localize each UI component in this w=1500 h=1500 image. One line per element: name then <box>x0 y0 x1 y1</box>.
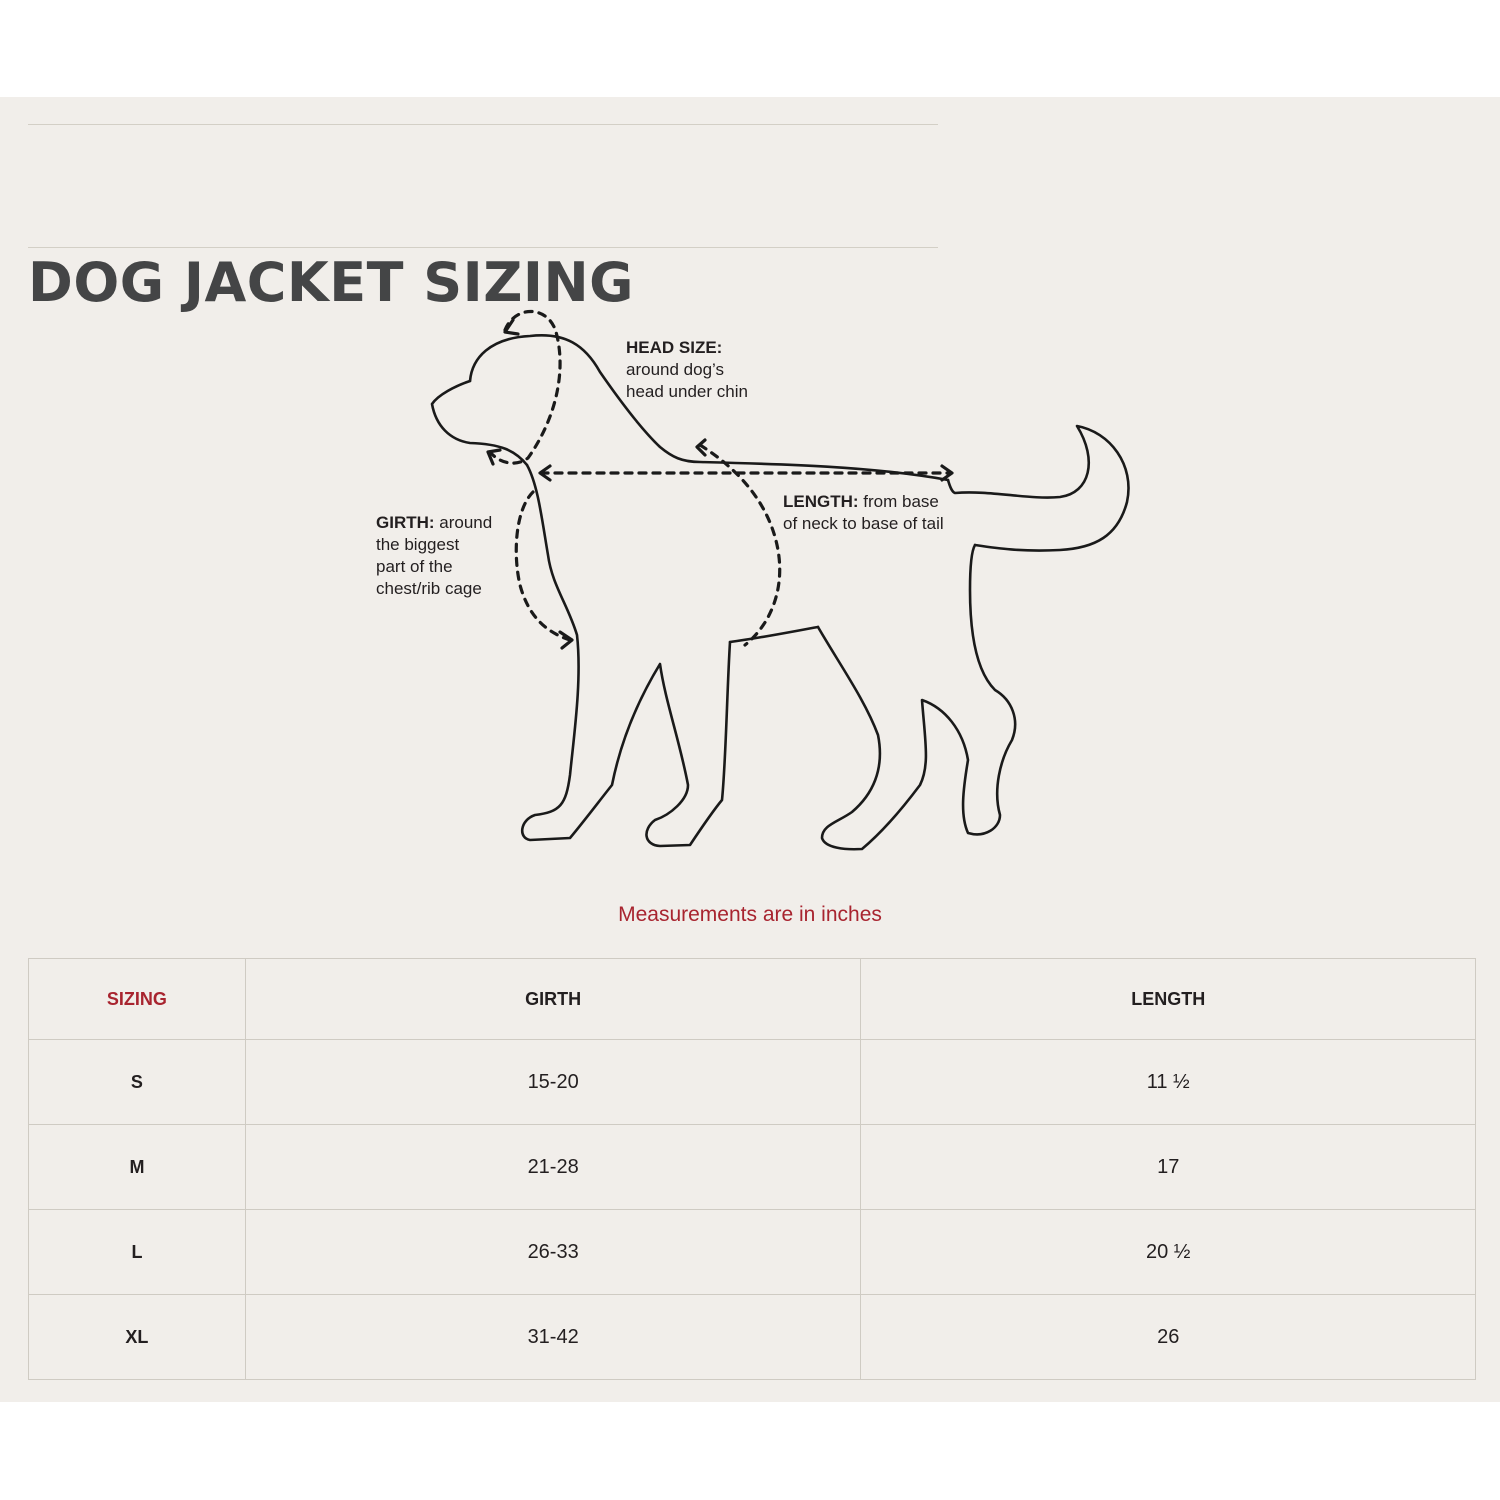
size-cell: S <box>29 1040 246 1125</box>
girth-cell: 21-28 <box>245 1125 861 1210</box>
length-line-2: of neck to base of tail <box>783 514 944 533</box>
header-girth: GIRTH <box>245 959 861 1040</box>
size-cell: L <box>29 1210 246 1295</box>
size-table <box>28 958 1476 1380</box>
length-cell: 20 ½ <box>861 1210 1476 1295</box>
table-header-row <box>29 959 1476 1040</box>
head-size-caption <box>626 337 748 403</box>
size-cell: M <box>29 1125 246 1210</box>
top-divider <box>28 124 938 125</box>
length-cell: 17 <box>861 1125 1476 1210</box>
table-row <box>29 1040 1476 1125</box>
title-divider <box>28 247 938 248</box>
girth-label: GIRTH: <box>376 513 435 532</box>
size-cell: XL <box>29 1295 246 1380</box>
dog-measurement-diagram <box>360 300 1160 865</box>
units-note: Measurements are in inches <box>618 903 882 926</box>
length-cell: 26 <box>861 1295 1476 1380</box>
girth-cell: 26-33 <box>245 1210 861 1295</box>
table-row <box>29 1125 1476 1210</box>
girth-cell: 15-20 <box>245 1040 861 1125</box>
table-row <box>29 1295 1476 1380</box>
page-title: DOG JACKET SIZING <box>28 251 634 314</box>
girth-line-3: part of the <box>376 557 453 576</box>
length-line-1: from base <box>858 492 939 511</box>
length-label: LENGTH: <box>783 492 859 511</box>
length-caption <box>783 491 944 535</box>
girth-cell: 31-42 <box>245 1295 861 1380</box>
girth-line-2: the biggest <box>376 535 460 554</box>
head-size-line-2: head under chin <box>626 382 748 401</box>
header-length: LENGTH <box>861 959 1476 1040</box>
girth-line-4: chest/rib cage <box>376 579 482 598</box>
table-row <box>29 1210 1476 1295</box>
girth-line-1: around <box>434 513 493 532</box>
girth-caption <box>376 512 492 600</box>
head-size-line-1: around dog’s <box>626 360 724 379</box>
length-cell: 11 ½ <box>861 1040 1476 1125</box>
head-size-label: HEAD SIZE: <box>626 338 723 357</box>
header-sizing: SIZING <box>29 959 246 1040</box>
